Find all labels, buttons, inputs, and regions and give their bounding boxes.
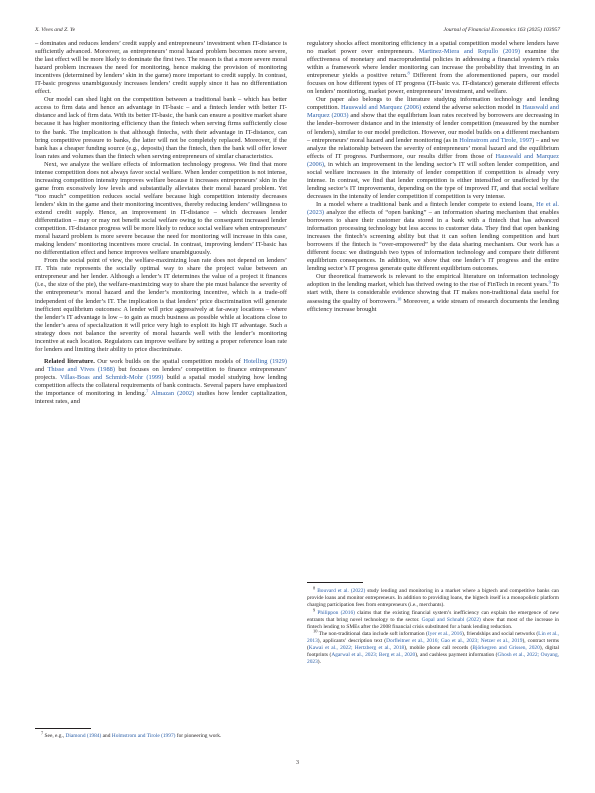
text-run: In a model where a traditional bank and a fintech lender compete to extend loans, xyxy=(316,200,537,208)
citation-link[interactable]: Diamond (1984) xyxy=(65,733,102,739)
citation-link[interactable]: Almazan (2002) xyxy=(151,390,195,398)
text-run: ), mobile phone call records ( xyxy=(404,645,473,652)
citation-link[interactable]: Philippon (2016) xyxy=(317,609,355,616)
left-column xyxy=(35,40,287,406)
running-header-journal: Journal of Financial Economics 163 (2025) 103957 xyxy=(443,27,560,33)
text-run: ), friendships and social networks ( xyxy=(462,631,539,638)
paragraph: Our model can shed light on the competition between a traditional bank – which has better access to firm data and hence an advantage in IT-basic – and a fintech lender with better IT-distance and lack of firm data. With its better IT-basic, the bank can ensure a positive market share because it has higher monitoring efficiency than the fintech when serving firms sufficiently close to the bank. The implication is that although fintechs, with their advantage in IT-distance, can bring competitive pressure to banks, the latter will not be completely replaced. Moreover, if the bank has a cheaper funding source (e.g., deposits) than the fintech, then the bank will offer lower loan rates and volumes than the fintech when serving entrepreneurs of similar characteristics. xyxy=(35,96,287,160)
footnote-marker[interactable]: 8 xyxy=(407,70,410,76)
paragraph xyxy=(307,96,559,201)
text-run: See, e.g., xyxy=(43,733,66,739)
text-run: Our work builds on the spatial competition models of xyxy=(94,357,244,365)
text-run: ), contract terms ( xyxy=(307,638,559,652)
citation-link[interactable]: Holmstrom and Tirole (1997) xyxy=(111,733,176,739)
footnote-8 xyxy=(307,585,559,609)
text-run: and show that the equilibrium loan rates received by borrowers are decreasing in the lender–borrower distance and in the intensity of lender competition (measured by the number of lenders), similar to our model prediction. However, our model builds on a different mechanism – entrepreneurs’ moral hazard and lender monitoring (as in xyxy=(307,112,559,144)
text-run: study lending and monitoring in a market where a bigtech and competitive banks can provide loans and monitor entrepreneurs. In addition to providing loans, the bigtech itself is a monopolistic platform charging participation fees from entrepreneurs (i.e., merchants). xyxy=(307,588,559,608)
paragraph xyxy=(307,273,559,313)
citation-link[interactable]: Ghosh et al., 2022; Ouyang, 2023 xyxy=(307,652,559,666)
citation-link[interactable]: Hauswald and Marquez (2006) xyxy=(307,152,559,168)
text-run: To start with, there is considerable evidence showing that IT makes non-traditional data useful for assessing the quality of borrowers. xyxy=(307,281,559,305)
footnote-10 xyxy=(307,628,560,666)
text-run: examine the effectiveness of monetary and macroprudential policies in addressing a financial system’s risks within a framework where lender monitoring can increase the probability that investing in an entrepreneur yields a positive return. xyxy=(307,48,559,80)
text-run: Moreover, a wide stream of research documents the lending efficiency increase brought xyxy=(307,297,559,313)
citation-link[interactable]: Björkegren and Grissen, 2020 xyxy=(472,645,540,652)
text-run: analyze the effects of “open banking” – an information sharing mechanism that enables borrowers to share their customer data stored in a bank with a fintech that has advanced information processing technology but less access to customer data. They find that open banking increases the fintech’s screening ability but that it can soften lending competition and hurt borrowers if the fintech is “over-empowered” by the data sharing mechanism. Our work has a different focus: we distinguish two types of information technology and compare their different equilibrium consequences. In addition, we show that one lender’s IT progress and the entire lending sector’s IT progress generate quite different equilibrium outcomes. xyxy=(307,208,559,273)
text-run: Different from the aforementioned papers, our model focuses on how different types of IT progress (IT-basic v.s. IT-distance) generate different effects on lenders’ monitoring, market power, entrepreneurs’ investment, and welfare. xyxy=(307,72,559,96)
right-column xyxy=(307,40,559,314)
citation-link[interactable]: Kawai et al., 2022; Hertzberg et al., 2018 xyxy=(308,645,405,652)
text-run: show that most of the increase in fintech lending to SMEs after the 2008 financial crisis substituted for a bank lending reduction. xyxy=(307,616,560,630)
text-run: Our paper also belongs to the literature studying information technology and lending competition. xyxy=(307,96,559,112)
citation-link[interactable]: Iyer et al., 2016 xyxy=(427,631,463,638)
footnote-marker[interactable]: 7 xyxy=(146,388,149,394)
running-header-authors: X. Vives and Z. Ye xyxy=(35,27,76,33)
text-run: ), and cashless payment information ( xyxy=(415,652,498,659)
paragraph xyxy=(307,201,559,273)
footnote-marker[interactable]: 9 xyxy=(548,279,551,285)
citation-link[interactable]: Bouvard et al. (2022) xyxy=(317,588,366,594)
footnote-marker[interactable]: 10 xyxy=(396,295,402,301)
citation-link[interactable]: Hauswald and Marquez (2003) xyxy=(307,104,560,120)
citation-link[interactable]: Dorfleitner et al., 2016; Gao et al., 2023; Netzer et al., 2019 xyxy=(386,638,523,645)
footnote-number: 8 xyxy=(313,585,316,591)
paragraph: From the social point of view, the welfare-maximizing loan rate does not depend on lenders’ IT. This rate represents the socially optimal way to share the project value between an entrepreneur and her lender. Although a lender’s IT determines the value of a project it finances (i.e., the size of the pie), the welfare-maximizing way to share the pie must balance the severity of the entrepreneur’s moral hazard and the lender’s monitoring incentive, which is a trade-off independent of the lender’s IT. The implication is that lenders’ price discrimination will generate inefficient equilibrium outcomes: A lender will price aggressively at far-away locations – where the lender’s IT advantage is low – to gain as much business as possible while at locations close to the lender’s area of specialization it will price very high to exploit its high IT advantage. Such a strategy does not balance the severity of moral hazards well with the lender’s monitoring incentive at each location. Regulators can improve welfare by setting a proper reference loan rate for lenders and limiting their ability to price discriminate. xyxy=(35,257,287,353)
citation-link[interactable]: Holmstrom and Tirole, 1997 xyxy=(459,136,533,144)
footnote-rule xyxy=(35,728,91,729)
text-run: and xyxy=(35,365,48,373)
citation-link[interactable]: Thisse and Vives (1988) xyxy=(47,365,115,373)
footnote-rule xyxy=(307,582,363,583)
footnote-number: 7 xyxy=(41,730,44,736)
page-number: 3 xyxy=(296,760,299,766)
citation-link[interactable]: Gopal and Schnabl (2022) xyxy=(421,616,481,623)
text-run: studies how lender capitalization, interest rates, and xyxy=(35,390,287,406)
text-run: for pioneering work. xyxy=(175,733,222,739)
footnote-7 xyxy=(35,730,287,740)
text-run: ), digital footprints ( xyxy=(307,645,560,659)
citation-link[interactable]: Hauswald and Marquez (2006) xyxy=(341,104,422,112)
text-run: claims that the existing financial system’s inefficiency can explain the emergence of new entrants that bring novel technology to the sector. xyxy=(307,609,560,623)
text-run: ). xyxy=(317,659,321,666)
text-run: , in which an improvement in the lending sector’s IT will soften lender competition, and social welfare increases in the intensity of lender competition if competition is already very intense. In contrast, we find that lender competition is either intensified or unaffected by the lending sector’s IT improvements, depending on the type of improved IT, and that social welfare decreases in the intensity of lender competition if competition is very intense. xyxy=(307,160,559,200)
paragraph: Next, we analyze the welfare effects of information technology progress. We find that more intense competition does not always favor social welfare. When lender competition is not intense, increasing competition intensity improves welfare because it increases entrepreneurs’ skin in the game from excessively low levels and substantially alleviates their moral hazard problem. Yet “too much” competition reduces social welfare because high competition intensity decreases lenders’ skin in the game and their monitoring incentives, thereby reducing lenders’ willingness to extend credit supply. Hence, an improvement in IT-distance – which decreases lender differentiation – may or may not benefit social welfare owing to the consequent increased lender competition. IT-distance progress will be more likely to reduce social welfare when entrepreneurs’ moral hazard problem is more severe because the need for monitoring will increase in this case, making lenders’ monitoring incentives more crucial. In contrast, improving lenders’ IT-basic has no differentiation effect and hence improves welfare unambiguously. xyxy=(35,160,287,257)
paragraph xyxy=(307,40,559,96)
citation-link[interactable]: Lin et al., 2013 xyxy=(307,631,559,645)
text-run: extend the adverse selection model in xyxy=(421,104,523,112)
text-run: but focuses on lenders’ competition to finance entrepreneurs’ projects. xyxy=(35,365,287,381)
citation-link[interactable]: Hotelling (1929) xyxy=(243,357,287,365)
text-run: ), applicants’ description text ( xyxy=(317,638,387,645)
text-run: Our theoretical framework is relevant to the empirical literature on information technology adoption in the lending market, which has thrived owing to the rise of FinTech in recent years. xyxy=(307,273,559,289)
left-footnotes xyxy=(35,730,287,741)
text-run: ) – and we analyze the relationship between the severity of entrepreneurs’ moral hazard and the equilibrium effects of IT progress. Furthermore, our results differ from those of xyxy=(307,136,559,160)
citation-link[interactable]: Agarwal et al., 2023; Berg et al., 2020 xyxy=(331,652,416,659)
text-run: The non-traditional data include soft information ( xyxy=(317,631,428,638)
text-run: and xyxy=(101,733,112,739)
footnote-number: 10 xyxy=(313,628,318,634)
citation-link[interactable]: Villas-Boas and Schmidt-Mohr (1999) xyxy=(59,373,164,381)
paragraph: – dominates and reduces lenders’ credit supply and entrepreneurs’ investment when IT-distance is sufficiently advanced. Moreover, as entrepreneurs’ moral hazard problem becomes more severe, the last effect will be more likely to dominate the first two. The reason is that a more severe moral hazard problem increases the need for monitoring, hence making the provision of monitoring incentives (determined by lenders’ skin in the game) more important to credit supply. In contrast, IT-basic progress unambiguously increases lenders’ credit supply since it has no differentiation effect. xyxy=(35,40,287,96)
citation-link[interactable]: He et al. (2023) xyxy=(307,200,560,216)
related-literature-paragraph xyxy=(35,358,287,406)
text-run: build a spatial model studying how lending competition affects the collateral requirements of bank contracts. Several papers have emphasized the importance of monitoring in lending. xyxy=(35,373,287,398)
text-run: regulatory shocks affect monitoring efficiency in a spatial competition model where lenders have no market power over entrepreneurs. xyxy=(307,40,559,56)
right-footnotes xyxy=(307,585,560,667)
section-heading: Related literature. xyxy=(44,357,95,365)
citation-link[interactable]: Martinez-Miera and Repullo (2019) xyxy=(418,48,520,56)
footnote-number: 9 xyxy=(313,607,316,613)
footnote-9 xyxy=(307,607,560,631)
